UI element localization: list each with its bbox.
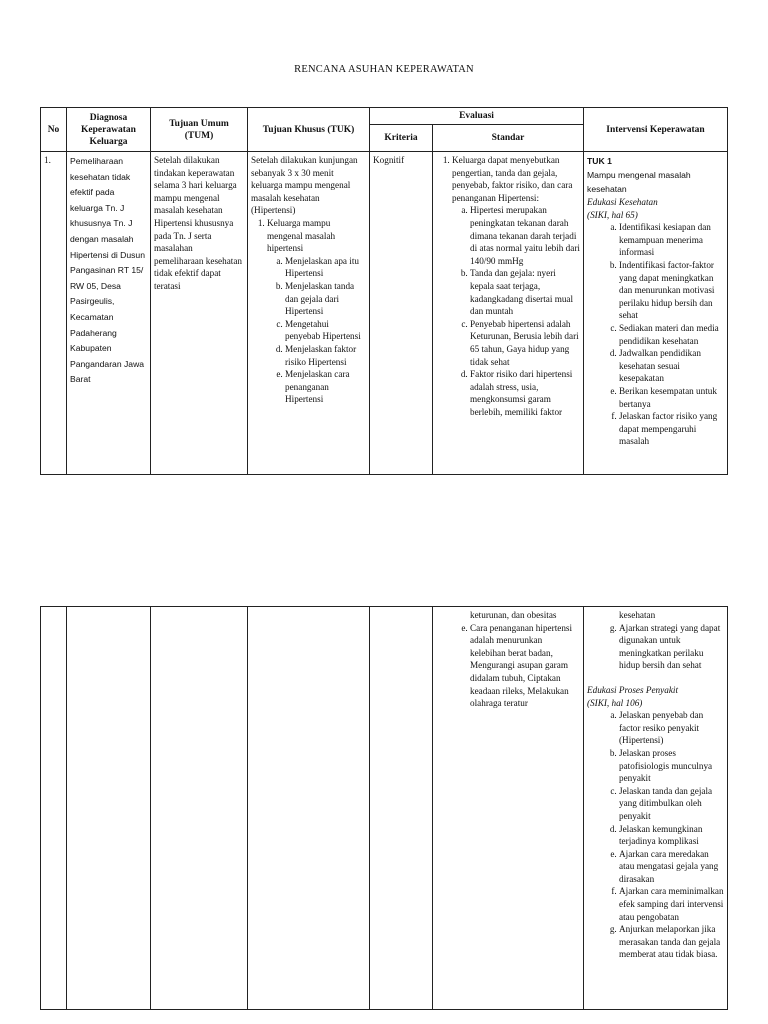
cell-tuk bbox=[248, 152, 370, 475]
cell-diagnosa bbox=[67, 152, 151, 475]
list-item: a. Hipertesi merupakan peningkatan tekanan darah dimana tekanan darah terjadi di atas normal yaitu lebih dari 140/90 mmHg bbox=[470, 204, 580, 267]
list-item: f. Jelaskan factor risiko yang dapat mempengaruhi masalah bbox=[619, 410, 724, 448]
proses-ref: (SIKI, hal 106) bbox=[587, 697, 643, 708]
edukasi-list-cont bbox=[587, 622, 724, 672]
list-item: d. Jadwalkan pendidikan kesehatan sesuai kesepakatan bbox=[619, 347, 724, 385]
list-item: g. Ajarkan strategi yang dapat digunakan untuk meningkatkan perilaku hidup bersih dan sehat bbox=[619, 622, 724, 672]
tuk-intro: Setelah dilakukan kunjungan sebanyak 3 x 30 menit keluarga mampu mengenal masalah kesehatan (Hipertensi) bbox=[251, 155, 358, 216]
list-item: d. Faktor risiko dari hipertensi adalah stress, usia, mengkonsumsi garam berlebih, memiliki faktor bbox=[470, 368, 580, 418]
cell-intervensi bbox=[584, 152, 728, 475]
intervensi-goal: Mampu mengenal masalah kesehatan bbox=[587, 170, 691, 194]
cell-diagnosa-cont bbox=[67, 607, 151, 1010]
cell-standar bbox=[433, 152, 584, 475]
tuk-list bbox=[251, 217, 366, 406]
tuk-sublist bbox=[267, 255, 366, 406]
header-row-1 bbox=[41, 108, 728, 125]
standar-intro: Keluarga dapat menyebutkan pengertian, tanda dan gejala, penyebab, faktor risiko, dan cara penanganan Hipertensi: bbox=[452, 155, 573, 203]
proses-list bbox=[587, 709, 724, 961]
edukasi-title: Edukasi Kesehatan bbox=[587, 197, 658, 207]
list-item: a. Menjelaskan apa itu Hipertensi bbox=[285, 255, 366, 280]
edukasi-list bbox=[587, 221, 724, 448]
header-kriteria: Kriteria bbox=[370, 125, 433, 152]
header-standar: Standar bbox=[433, 125, 584, 152]
intervensi-continuation: kesehatan bbox=[619, 610, 656, 620]
edukasi-ref: (SIKI, hal 65) bbox=[587, 209, 638, 220]
cell-tum bbox=[151, 152, 248, 475]
list-item: a. Identifikasi kesiapan dan kemampuan menerima informasi bbox=[619, 221, 724, 259]
cell-tum-cont bbox=[151, 607, 248, 1010]
cell-intervensi-cont bbox=[584, 607, 728, 1010]
list-item: b. Tanda dan gejala: nyeri kepala saat terjaga, kadangkadang disertai mual dan muntah bbox=[470, 267, 580, 317]
cell-standar-cont bbox=[433, 607, 584, 1010]
tuk-item-label: Keluarga mampu mengenal masalah hipertensi bbox=[267, 217, 336, 254]
header-diagnosa: Diagnosa Keperawatan Keluarga bbox=[67, 108, 151, 152]
header-tum: Tujuan Umum (TUM) bbox=[151, 108, 248, 152]
tuk-item bbox=[267, 217, 366, 406]
standar-item bbox=[452, 154, 580, 418]
standar-continuation: keturunan, dan obesitas bbox=[470, 610, 557, 620]
standar-sublist-cont bbox=[436, 622, 580, 710]
standar-list bbox=[436, 154, 580, 418]
header-no: No bbox=[41, 108, 67, 152]
list-item: a. Jelaskan penyebab dan factor resiko penyakit (Hipertensi) bbox=[619, 709, 724, 747]
list-item: e. Ajarkan cara meredakan atau mengatasi gejala yang dirasakan bbox=[619, 848, 724, 886]
row-number: 1. bbox=[44, 155, 51, 165]
header-tuk: Tujuan Khusus (TUK) bbox=[248, 108, 370, 152]
cell-tuk-cont bbox=[248, 607, 370, 1010]
cell-no-cont bbox=[41, 607, 67, 1010]
cell-no bbox=[41, 152, 67, 475]
list-item: c. Sediakan materi dan media pendidikan kesehatan bbox=[619, 322, 724, 347]
list-item: e. Cara penanganan hipertensi adalah menurunkan kelebihan berat badan, Mengurangi asupan garam didalam tubuh, Ciptakan keadaan rileks, Melakukan olahraga teratur bbox=[470, 622, 580, 710]
list-item: c. Mengetahui penyebab Hipertensi bbox=[285, 318, 366, 343]
care-plan-table-page1 bbox=[40, 107, 728, 475]
list-item: c. Jelaskan tanda dan gejala yang ditimbulkan oleh penyakit bbox=[619, 785, 724, 823]
list-item: c. Penyebab hipertensi adalah Keturunan, Berusia lebih dari 65 tahun, Gaya hidup yang tidak sehat bbox=[470, 318, 580, 368]
list-item: b. Indentifikasi factor-faktor yang dapat meningkatkan dan menurunkan motivasi perilaku hidup bersih dan sehat bbox=[619, 259, 724, 322]
table-row bbox=[41, 152, 728, 475]
header-evaluasi: Evaluasi bbox=[370, 108, 584, 125]
list-item: e. Berikan kesempatan untuk bertanya bbox=[619, 385, 724, 410]
list-item: f. Ajarkan cara meminimalkan efek samping dari intervensi atau pengobatan bbox=[619, 885, 724, 923]
table-row bbox=[41, 607, 728, 1010]
standar-sublist bbox=[452, 204, 580, 418]
cell-kriteria bbox=[370, 152, 433, 475]
kriteria-text: Kognitif bbox=[373, 155, 405, 165]
list-item: b. Menjelaskan tanda dan gejala dari Hipertensi bbox=[285, 280, 366, 318]
list-item: e. Menjelaskan cara penanganan Hipertensi bbox=[285, 368, 366, 406]
list-item: g. Anjurkan melaporkan jika merasakan tanda dan gejala memberat atau tidak biasa. bbox=[619, 923, 724, 961]
list-item: d. Jelaskan kemungkinan terjadinya komplikasi bbox=[619, 823, 724, 848]
header-intervensi: Intervensi Keperawatan bbox=[584, 108, 728, 152]
list-item: b. Jelaskan proses patofisiologis munculnya penyakit bbox=[619, 747, 724, 785]
cell-kriteria-cont bbox=[370, 607, 433, 1010]
diagnosa-text: Pemeliharaan kesehatan tidak efektif pada keluarga Tn. J khususnya Tn. J dengan masalah Hipertensi di Dusun Pangasinan RT 15/ RW 05, Desa Pasirgeulis, Kecamatan Padaherang Kabupaten Pangandaran Jawa Barat bbox=[70, 156, 145, 385]
list-item: d. Menjelaskan faktor risiko Hipertensi bbox=[285, 343, 366, 368]
proses-title: Edukasi Proses Penyakit bbox=[587, 684, 678, 695]
document-title: RENCANA ASUHAN KEPERAWATAN bbox=[294, 64, 474, 75]
tum-text: Setelah dilakukan tindakan keperawatan selama 3 hari keluarga mampu mengenal masalah kesehatan Hipertensi khususnya pada Tn. J serta masalahan pemeliharaan kesehatan tidak efektif dapat teratasi bbox=[154, 155, 242, 291]
care-plan-table-page2 bbox=[40, 606, 728, 1010]
tuk-label: TUK 1 bbox=[587, 156, 612, 166]
